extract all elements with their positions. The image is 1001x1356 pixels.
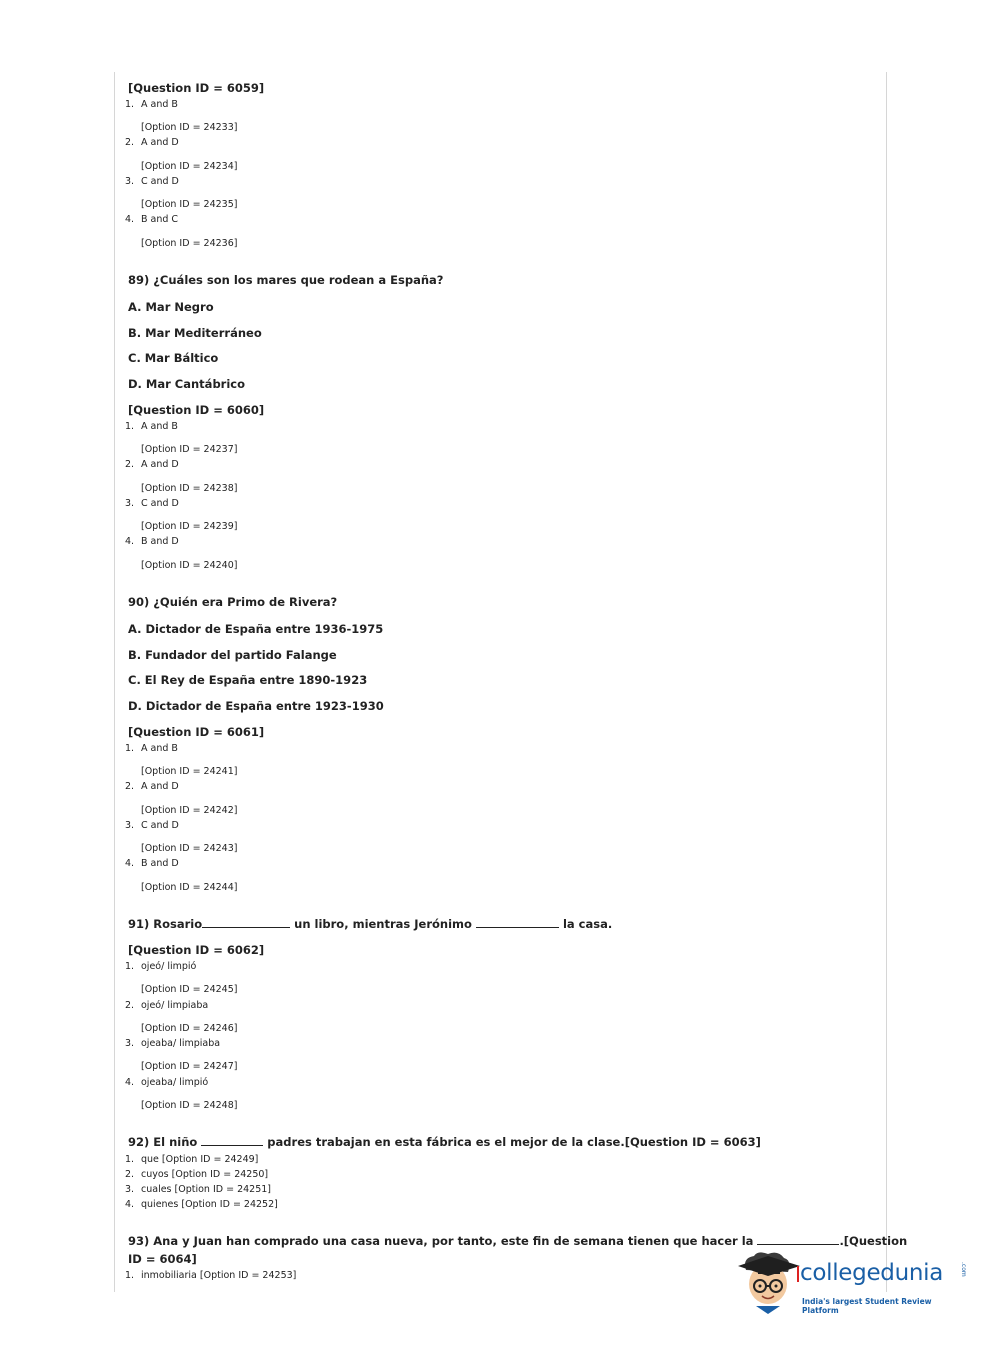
- logo-brand: collegedunia: [800, 1260, 944, 1286]
- option-2[interactable]: 2. A and D: [125, 137, 179, 148]
- option-1[interactable]: 1. A and B: [125, 99, 178, 110]
- option-4[interactable]: 4. ojeaba/ limpió: [125, 1077, 209, 1088]
- option-id: [Option ID = 24239]: [141, 521, 238, 532]
- question-text: 93) Ana y Juan han comprado una casa nueva, por tanto, este fin de semana tienen que hacer la .[Question: [128, 1234, 908, 1248]
- option-id: [Option ID = 24235]: [141, 199, 238, 210]
- statement: C. Mar Báltico: [128, 351, 219, 365]
- blank: [476, 926, 559, 928]
- option-1[interactable]: 1. A and B: [125, 743, 178, 754]
- question-id: [Question ID = 6060]: [128, 403, 265, 417]
- question-text: 90) ¿Quién era Primo de Rivera?: [128, 595, 338, 609]
- collegedunia-logo[interactable]: [738, 1248, 970, 1318]
- option-3[interactable]: 3. ojeaba/ limpiaba: [125, 1038, 221, 1049]
- option-id: [Option ID = 24236]: [141, 238, 238, 249]
- question-id: [Question ID = 6062]: [128, 943, 265, 957]
- statement: D. Mar Cantábrico: [128, 377, 246, 391]
- question-text: 92) El niño padres trabajan en esta fábrica es el mejor de la clase.[Question ID = 6063]: [128, 1135, 761, 1149]
- option-1[interactable]: 1. ojeó/ limpió: [125, 961, 197, 972]
- statement: A. Dictador de España entre 1936-1975: [128, 622, 384, 636]
- option-id: [Option ID = 24240]: [141, 560, 238, 571]
- option-1[interactable]: 1. inmobiliaria [Option ID = 24253]: [125, 1270, 297, 1281]
- option-2[interactable]: 2. A and D: [125, 781, 179, 792]
- statement: C. El Rey de España entre 1890-1923: [128, 673, 368, 687]
- option-id: [Option ID = 24243]: [141, 843, 238, 854]
- logo-tagline: India's largest Student Review Platform: [802, 1297, 932, 1315]
- statement: A. Mar Negro: [128, 300, 214, 314]
- statement: B. Fundador del partido Falange: [128, 648, 337, 662]
- option-3[interactable]: 3. C and D: [125, 498, 179, 509]
- option-id: [Option ID = 24246]: [141, 1023, 238, 1034]
- option-id: [Option ID = 24244]: [141, 882, 238, 893]
- option-id: [Option ID = 24245]: [141, 984, 238, 995]
- question-text-cont: ID = 6064]: [128, 1252, 197, 1266]
- blank: [201, 1144, 263, 1146]
- option-id: [Option ID = 24233]: [141, 122, 238, 133]
- question-text: 89) ¿Cuáles son los mares que rodean a España?: [128, 273, 444, 287]
- option-1[interactable]: 1. que [Option ID = 24249]: [125, 1154, 259, 1165]
- blank: [202, 926, 290, 928]
- option-id: [Option ID = 24242]: [141, 805, 238, 816]
- option-3[interactable]: 3. C and D: [125, 176, 179, 187]
- option-4[interactable]: 4. quienes [Option ID = 24252]: [125, 1199, 278, 1210]
- option-id: [Option ID = 24237]: [141, 444, 238, 455]
- option-4[interactable]: 4. B and D: [125, 858, 179, 869]
- option-3[interactable]: 3. cuales [Option ID = 24251]: [125, 1184, 271, 1195]
- mascot-icon: [738, 1248, 802, 1318]
- option-4[interactable]: 4. B and D: [125, 536, 179, 547]
- option-2[interactable]: 2. cuyos [Option ID = 24250]: [125, 1169, 269, 1180]
- statement: D. Dictador de España entre 1923-1930: [128, 699, 384, 713]
- statement: B. Mar Mediterráneo: [128, 326, 262, 340]
- option-id: [Option ID = 24248]: [141, 1100, 238, 1111]
- option-id: [Option ID = 24238]: [141, 483, 238, 494]
- option-2[interactable]: 2. A and D: [125, 459, 179, 470]
- blank: [757, 1243, 839, 1245]
- option-2[interactable]: 2. ojeó/ limpiaba: [125, 1000, 209, 1011]
- option-id: [Option ID = 24241]: [141, 766, 238, 777]
- question-id: [Question ID = 6061]: [128, 725, 265, 739]
- question-id: [Question ID = 6059]: [128, 81, 265, 95]
- option-3[interactable]: 3. C and D: [125, 820, 179, 831]
- question-text: 91) Rosario un libro, mientras Jerónimo la casa.: [128, 917, 613, 931]
- logo-com: .com: [960, 1262, 967, 1277]
- option-1[interactable]: 1. A and B: [125, 421, 178, 432]
- option-id: [Option ID = 24247]: [141, 1061, 238, 1072]
- option-id: [Option ID = 24234]: [141, 161, 238, 172]
- option-4[interactable]: 4. B and C: [125, 214, 179, 225]
